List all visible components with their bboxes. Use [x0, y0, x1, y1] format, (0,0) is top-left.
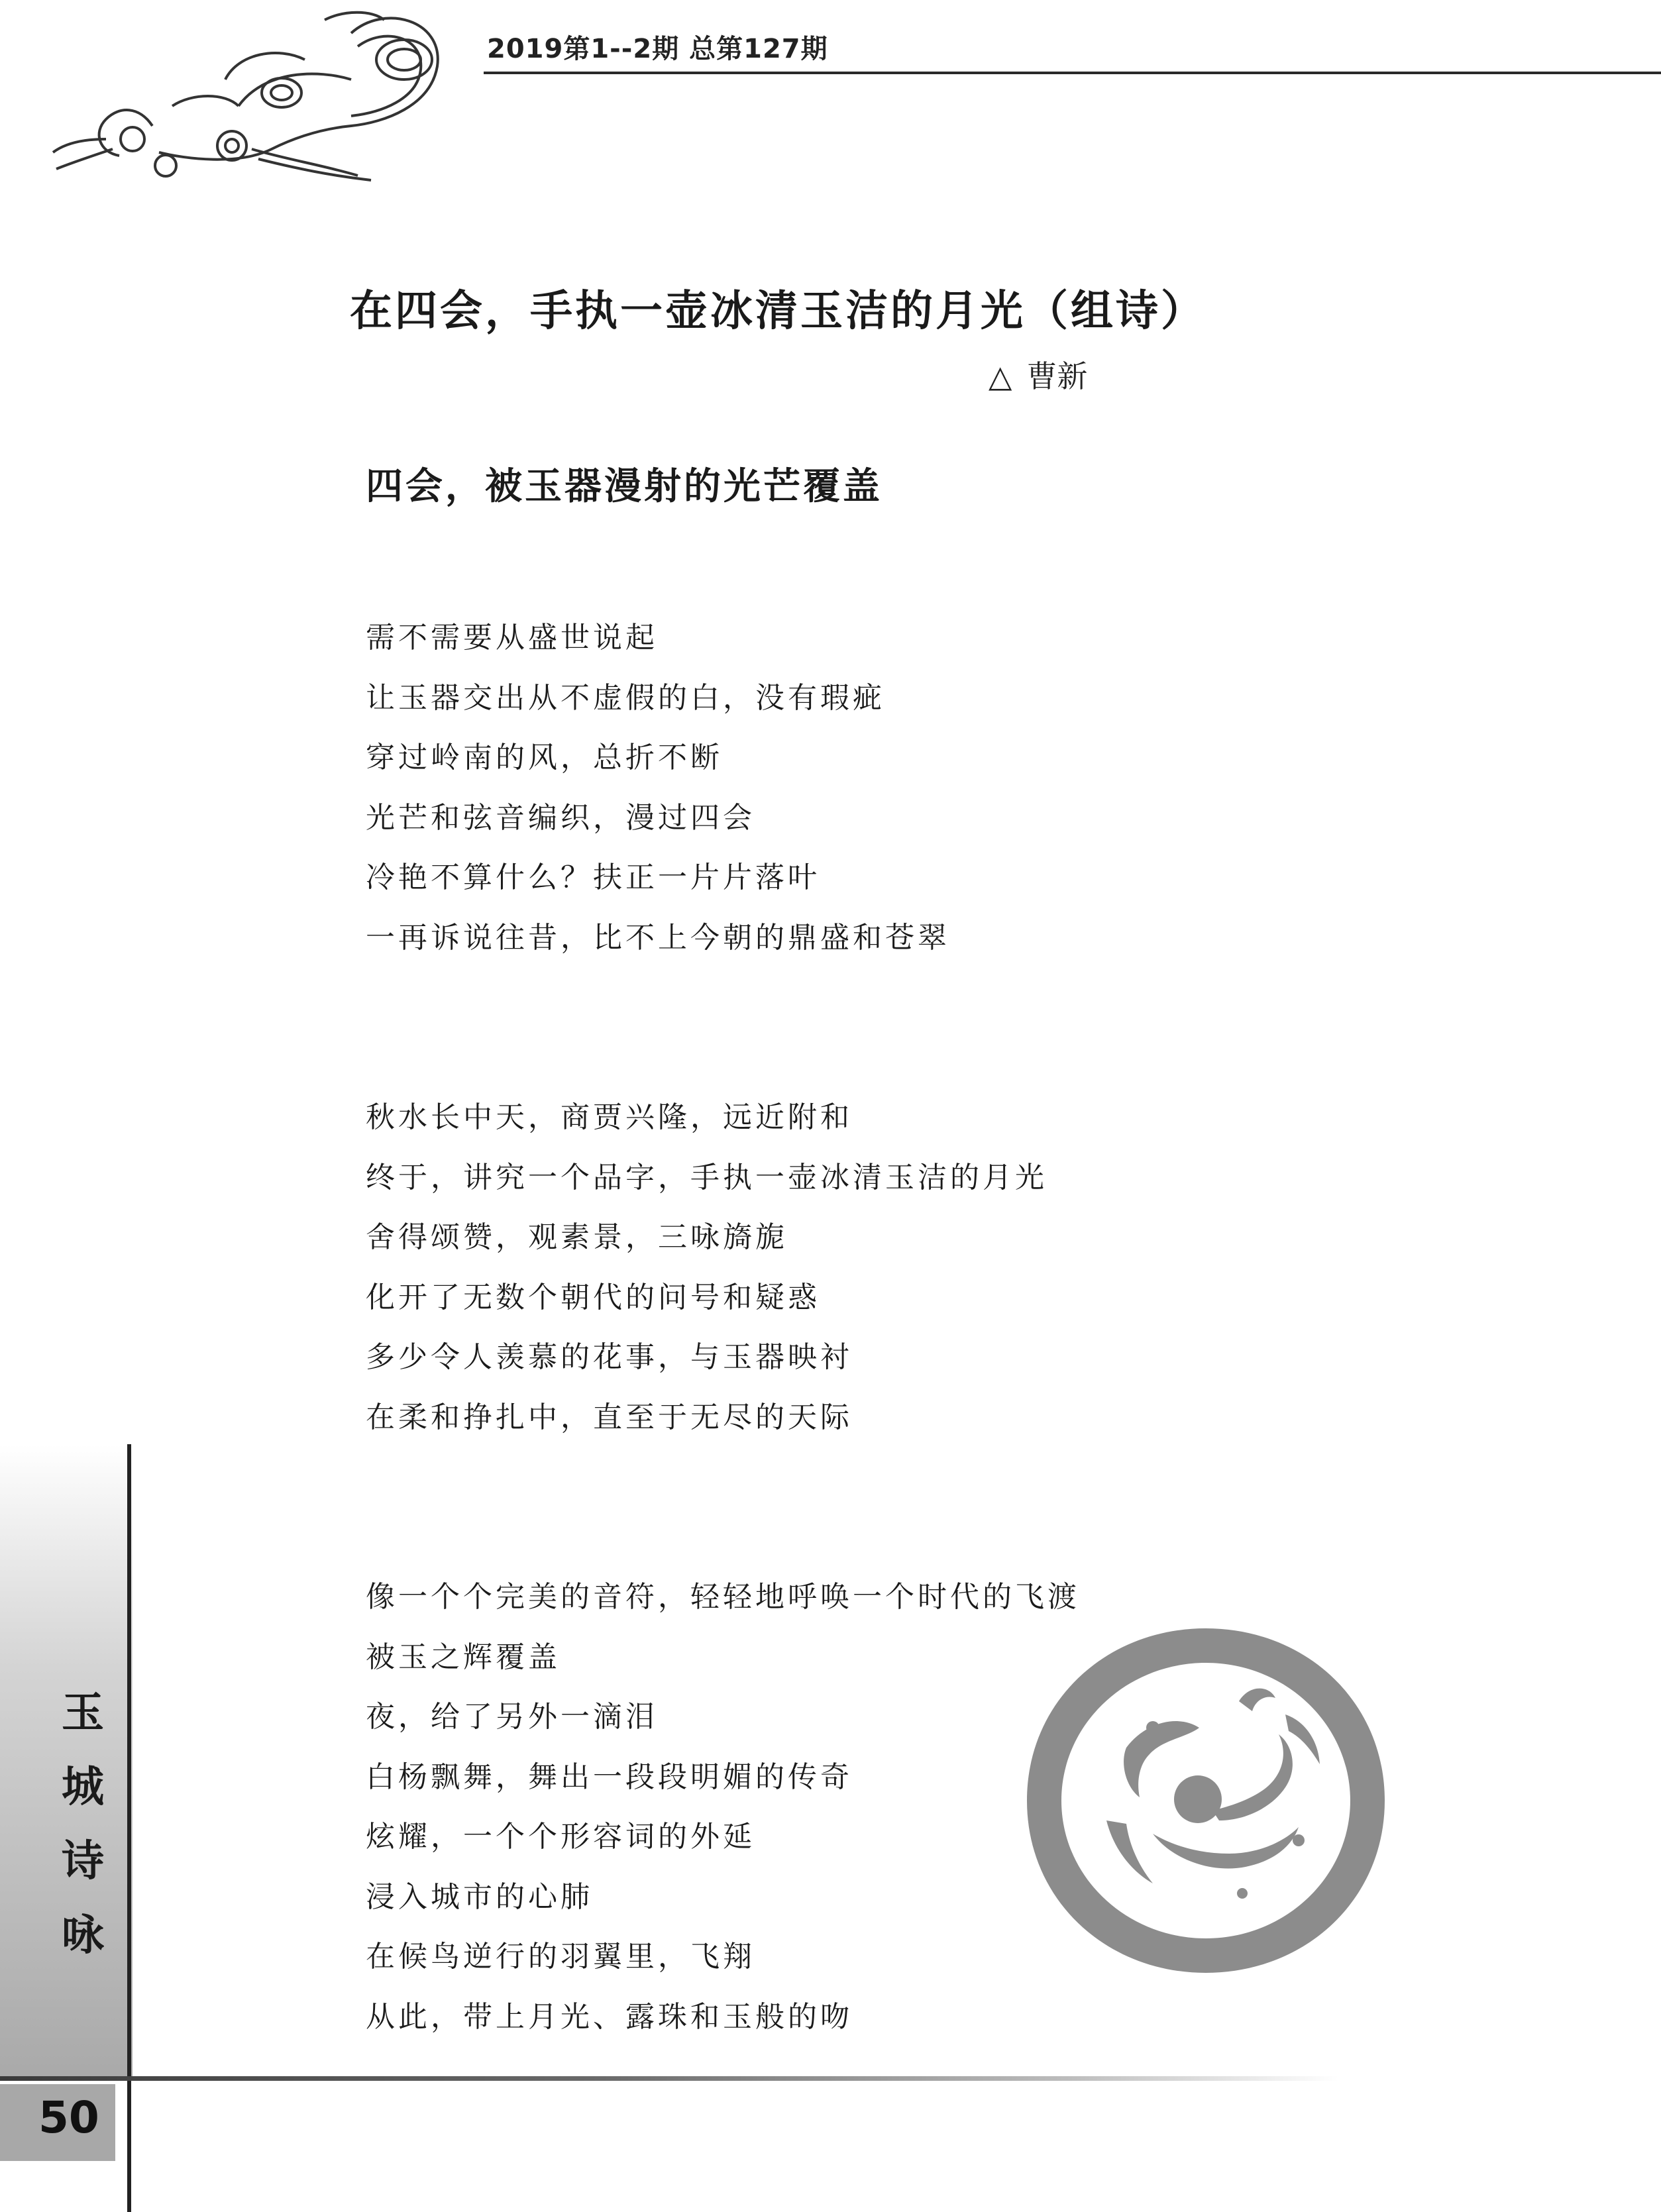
page-number: 50: [38, 2092, 99, 2143]
poem-line: 需不需要从盛世说起: [366, 621, 658, 655]
author-mark: △: [989, 358, 1012, 394]
poem-line: 浸入城市的心肺: [366, 1879, 593, 1914]
poem-line: 炫耀，一个个形容词的外延: [366, 1820, 755, 1854]
dragon-seal-icon: [1020, 1622, 1391, 1979]
stanza-gap: [366, 968, 1080, 1088]
poem-line: 从此，带上月光、露珠和玉般的吻: [366, 1999, 853, 2034]
footer-rule: [0, 2076, 1338, 2081]
poem-line: 终于，讲究一个品字，手执一壶冰清玉洁的月光: [366, 1160, 1047, 1194]
poem-line: 让玉器交出从不虚假的白，没有瑕疵: [366, 680, 885, 715]
jade-pendant-icon: [40, 7, 464, 185]
header-rule: [484, 72, 1661, 74]
poem-line: 一再诉说往昔，比不上今朝的鼎盛和苍翠: [366, 920, 950, 955]
poem-title: 四会，被玉器漫射的光芒覆盖: [366, 465, 883, 508]
column-char: 咏: [62, 1911, 104, 1960]
poem-line: 白杨飘舞，舞出一段段明媚的传奇: [366, 1760, 853, 1794]
column-name: [53, 1676, 113, 1973]
poem-line: 舍得颂赞，观素景，三咏旖旎: [366, 1220, 788, 1254]
column-char: 玉: [62, 1689, 104, 1738]
column-char: 诗: [62, 1837, 104, 1886]
poem-line: 多少令人羡慕的花事，与玉器映衬: [366, 1340, 853, 1374]
article-title: 在四会，手执一壶冰清玉洁的月光（组诗）: [350, 287, 1206, 336]
poem-line: 冷艳不算什么？扶正一片片落叶: [366, 861, 820, 894]
byline: [989, 352, 1087, 396]
poem-line: 秋水长中天，商贾兴隆，远近附和: [366, 1100, 853, 1134]
poem-line: 夜，给了另外一滴泪: [366, 1700, 658, 1734]
stanza: [366, 1088, 1080, 1448]
stanza-gap: [366, 1448, 1080, 1567]
poem-line: 光芒和弦音编织，漫过四会: [366, 800, 755, 835]
issue-label: 2019第1--2期 总第127期: [487, 34, 828, 64]
poem-line: 化开了无数个朝代的问号和疑惑: [366, 1280, 820, 1314]
poem-line: 像一个个完美的音符，轻轻地呼唤一个时代的飞渡: [366, 1580, 1080, 1614]
author-name: 曹新: [1026, 358, 1088, 394]
stanza: [366, 608, 1080, 968]
poem-line: 穿过岭南的风，总折不断: [366, 741, 723, 774]
column-char: 城: [62, 1763, 104, 1812]
poem-body: [366, 608, 1080, 2047]
poem-line: 在柔和挣扎中，直至于无尽的天际: [366, 1400, 853, 1434]
sidebar-rule: [127, 1444, 131, 2212]
poem-line: 在候鸟逆行的羽翼里，飞翔: [366, 1940, 755, 1974]
poem-line: 被玉之辉覆盖: [366, 1640, 561, 1674]
stanza: [366, 1567, 1080, 2047]
